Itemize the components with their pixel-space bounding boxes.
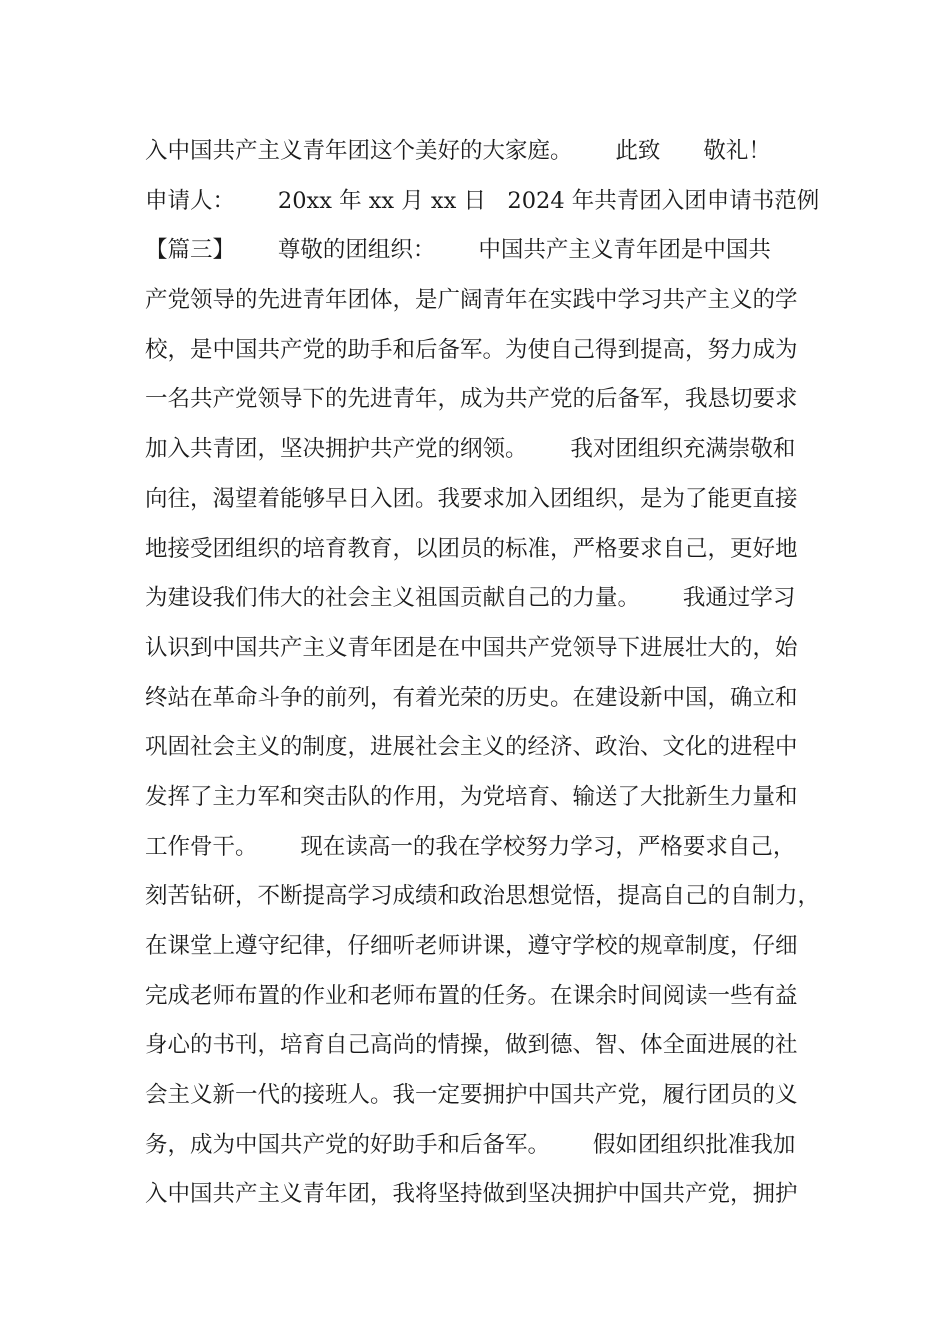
text-line-13: 巩固社会主义的制度，进展社会主义的经济、政治、文化的进程中 xyxy=(145,734,798,761)
text-line-7: 加入共青团，坚决拥护共产党的纲领。 我对团组织充满崇敬和 xyxy=(145,436,796,463)
text-line-14: 发挥了主力军和突击队的作用，为党培育、输送了大批新生力量和 xyxy=(145,783,798,810)
text-line-4: 产党领导的先进青年团体，是广阔青年在实践中学习共产主义的学 xyxy=(145,287,798,314)
text-line-8: 向往，渴望着能够早日入团。我要求加入团组织，是为了能更直接 xyxy=(145,485,798,512)
text-line-1: 入中国共产主义青年团这个美好的大家庭。 此致 敬礼！ xyxy=(145,138,771,164)
text-line-2: 申请人： 20xx 年 xx 月 xx 日 2024 年共青团入团申请书范例 xyxy=(145,187,820,214)
text-line-15: 工作骨干。 现在读高一的我在学校努力学习，严格要求自己， xyxy=(145,833,796,860)
text-line-10: 为建设我们伟大的社会主义祖国贡献自己的力量。 我通过学习 xyxy=(145,585,796,612)
text-line-3: 【篇三】 尊敬的团组织： 中国共产主义青年团是中国共 xyxy=(145,237,771,264)
text-line-21: 务，成为中国共产党的好助手和后备军。 假如团组织批准我加 xyxy=(145,1131,796,1158)
text-line-5: 校，是中国共产党的助手和后备军。为使自己得到提高，努力成为 xyxy=(145,336,798,363)
text-line-22: 入中国共产主义青年团，我将坚持做到坚决拥护中国共产党，拥护 xyxy=(145,1181,798,1208)
text-line-9: 地接受团组织的培育教育，以团员的标准，严格要求自己，更好地 xyxy=(145,535,798,562)
text-line-20: 会主义新一代的接班人。我一定要拥护中国共产党，履行团员的义 xyxy=(145,1082,798,1109)
text-line-19: 身心的书刊，培育自己高尚的情操，做到德、智、体全面进展的社 xyxy=(145,1032,798,1059)
document-body xyxy=(145,128,821,1221)
text-line-16: 刻苦钻研，不断提高学习成绩和政治思想觉悟，提高自己的自制力， xyxy=(145,883,821,910)
text-line-11: 认识到中国共产主义青年团是在中国共产党领导下进展壮大的，始 xyxy=(145,634,798,661)
text-line-17: 在课堂上遵守纪律，仔细听老师讲课，遵守学校的规章制度，仔细 xyxy=(145,933,798,959)
text-line-12: 终站在革命斗争的前列，有着光荣的历史。在建设新中国，确立和 xyxy=(145,684,798,711)
text-line-18: 完成老师布置的作业和老师布置的任务。在课余时间阅读一些有益 xyxy=(145,982,798,1009)
text-line-6: 一名共产党领导下的先进青年，成为共产党的后备军，我恳切要求 xyxy=(145,386,798,413)
